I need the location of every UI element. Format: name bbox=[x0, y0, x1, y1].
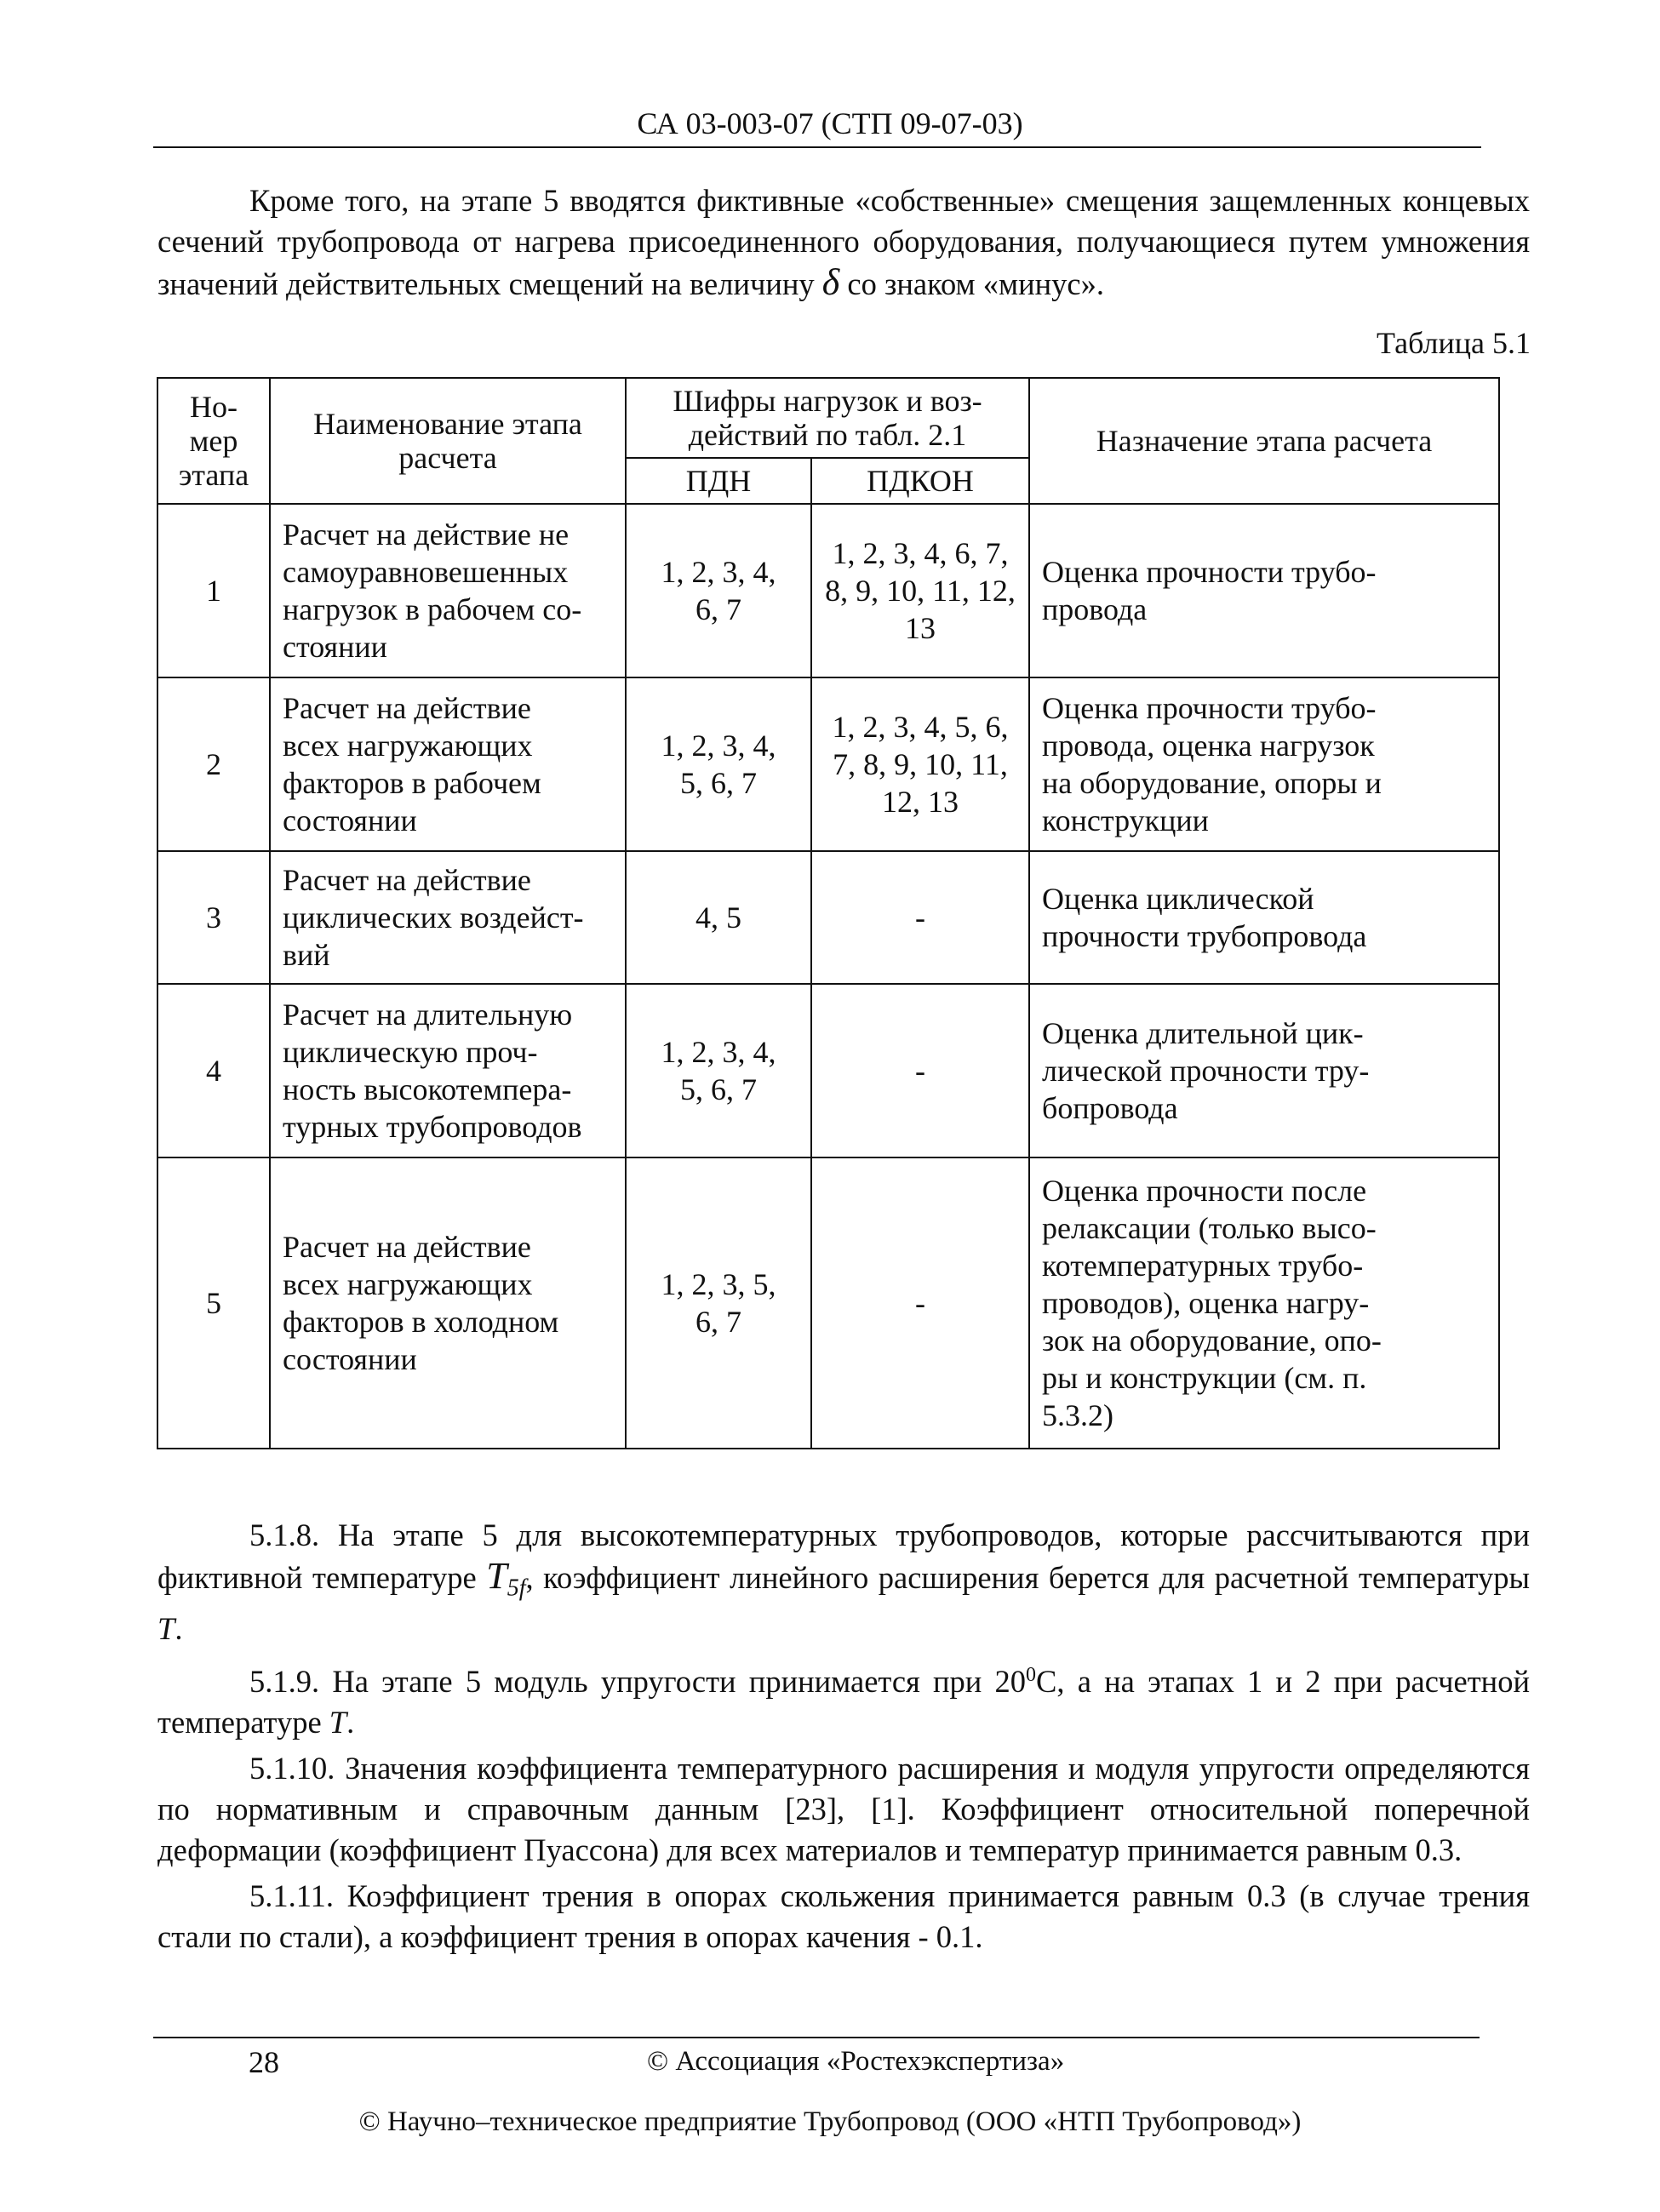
row-purpose-line: ры и конструкции (см. п. bbox=[1042, 1361, 1367, 1395]
header-number-line: Но- bbox=[190, 390, 238, 424]
row-pdkon-line: 8, 9, 10, 11, 12, bbox=[825, 574, 1016, 608]
row-name bbox=[270, 851, 626, 984]
symbol-T: T bbox=[329, 1705, 347, 1740]
footer-association: © Ассоциация «Ростехэкспертиза» bbox=[647, 2046, 1065, 2077]
intro-paragraph bbox=[157, 180, 1530, 305]
p519-text-2: С, а на этапах 1 и 2 при расчетной температуре bbox=[157, 1664, 1530, 1740]
row-purpose-line: конструкции bbox=[1042, 803, 1209, 837]
table-row bbox=[157, 504, 1499, 677]
row-purpose-line: зок на оборудование, опо- bbox=[1042, 1323, 1382, 1357]
row-pdkon-line: 1, 2, 3, 4, 5, 6, bbox=[832, 710, 1009, 744]
intro-text-2: со знаком «минус». bbox=[839, 266, 1104, 301]
row-pdn-line: 4, 5 bbox=[695, 900, 741, 935]
row-name-line: состоянии bbox=[283, 1342, 417, 1376]
row-pdkon bbox=[811, 504, 1029, 677]
row-purpose bbox=[1029, 504, 1499, 677]
row-name-line: факторов в холодном bbox=[283, 1305, 559, 1339]
row-name bbox=[270, 1157, 626, 1449]
row-pdkon-line: - bbox=[915, 1054, 925, 1088]
row-name-line: Расчет на действие bbox=[283, 691, 531, 725]
header-number-line: этапа bbox=[178, 458, 249, 492]
row-pdn-line: 1, 2, 3, 4, bbox=[661, 555, 776, 589]
intro-text-1: Кроме того, на этапе 5 вводятся фиктивные «собственные» смещения защемленных концевых сечений трубопровода от нагрева присоединенного оборудования, получающиеся путем умножения значений действительных смещений на величину bbox=[157, 183, 1530, 301]
p519-text-3: . bbox=[346, 1705, 355, 1740]
row-name-line: нагрузок в рабочем со- bbox=[283, 592, 582, 626]
row-purpose-line: провода bbox=[1042, 592, 1148, 626]
row-pdkon-line: - bbox=[915, 1286, 925, 1320]
header-number bbox=[157, 378, 270, 504]
row-number: 3 bbox=[157, 851, 270, 984]
row-number: 5 bbox=[157, 1157, 270, 1449]
row-name-line: стоянии bbox=[283, 630, 387, 664]
p518-text-3: . bbox=[175, 1611, 183, 1647]
row-name-line: всех нагружающих bbox=[283, 729, 533, 763]
symbol-T: T bbox=[157, 1611, 175, 1647]
row-pdn bbox=[626, 677, 811, 851]
page-number: 28 bbox=[249, 2045, 279, 2079]
row-pdn-line: 1, 2, 3, 4, bbox=[661, 729, 776, 763]
row-number: 2 bbox=[157, 677, 270, 851]
table-row bbox=[157, 677, 1499, 851]
row-pdn bbox=[626, 851, 811, 984]
row-purpose-line: на оборудование, опоры и bbox=[1042, 766, 1382, 800]
header-name: Наименование этапа расчета bbox=[270, 378, 626, 504]
row-pdkon-line: 1, 2, 3, 4, 6, 7, bbox=[832, 536, 1009, 570]
table-row bbox=[157, 851, 1499, 984]
row-pdn bbox=[626, 504, 811, 677]
row-pdn-line: 1, 2, 3, 5, bbox=[661, 1267, 776, 1301]
symbol-T-subscript: 5f bbox=[507, 1575, 526, 1602]
footer-rule bbox=[153, 2037, 1480, 2038]
row-pdn-line: 6, 7 bbox=[695, 592, 741, 626]
paragraph-5-1-11: 5.1.11. Коэффициент трения в опорах скольжения принимается равным 0.3 (в случае трения стали по стали), а коэффициент трения в опорах качения - 0.1. bbox=[157, 1878, 1530, 1955]
row-purpose bbox=[1029, 677, 1499, 851]
row-purpose-line: прочности трубопровода bbox=[1042, 919, 1367, 953]
paragraph-5-1-9 bbox=[157, 1655, 1530, 1743]
table-row bbox=[157, 984, 1499, 1157]
header-pdn: ПДН bbox=[626, 458, 811, 504]
table-caption: Таблица 5.1 bbox=[1377, 326, 1531, 360]
row-pdkon bbox=[811, 851, 1029, 984]
row-pdkon bbox=[811, 984, 1029, 1157]
row-number: 1 bbox=[157, 504, 270, 677]
row-purpose-line: котемпературных трубо- bbox=[1042, 1249, 1364, 1283]
row-pdn-line: 6, 7 bbox=[695, 1305, 741, 1339]
header-pdkon: ПДКОН bbox=[811, 458, 1029, 504]
row-purpose-line: Оценка прочности после bbox=[1042, 1174, 1367, 1208]
row-pdkon-line: 7, 8, 9, 10, 11, bbox=[833, 747, 1008, 781]
header-rule bbox=[153, 146, 1481, 148]
row-purpose-line: лической прочности тру- bbox=[1042, 1054, 1370, 1088]
row-name-line: Расчет на действие не bbox=[283, 517, 570, 552]
row-name-line: вий bbox=[283, 938, 330, 972]
row-purpose-line: бопровода bbox=[1042, 1091, 1178, 1125]
row-purpose-line: Оценка прочности трубо- bbox=[1042, 691, 1377, 725]
row-pdkon bbox=[811, 1157, 1029, 1449]
row-pdn bbox=[626, 1157, 811, 1449]
row-pdkon-line: 12, 13 bbox=[882, 785, 959, 819]
row-name-line: Расчет на действие bbox=[283, 863, 531, 897]
row-purpose-line: 5.3.2) bbox=[1042, 1398, 1113, 1432]
header-number-line: мер bbox=[189, 424, 238, 458]
paragraph-5-1-8 bbox=[157, 1515, 1530, 1649]
row-name bbox=[270, 677, 626, 851]
row-name bbox=[270, 984, 626, 1157]
p518-text-2: , коэффициент линейного расширения берется для расчетной температуры bbox=[525, 1560, 1530, 1595]
row-purpose bbox=[1029, 851, 1499, 984]
row-name-line: состоянии bbox=[283, 803, 417, 837]
row-name-line: Расчет на длительную bbox=[283, 997, 573, 1032]
p519-text-1: 5.1.9. На этапе 5 модуль упругости принимается при 20 bbox=[249, 1664, 1027, 1700]
row-purpose-line: провода, оценка нагрузок bbox=[1042, 729, 1375, 763]
row-name-line: всех нагружающих bbox=[283, 1267, 533, 1301]
stages-table bbox=[157, 377, 1500, 1449]
header-purpose: Назначение этапа расчета bbox=[1029, 378, 1499, 504]
row-pdkon bbox=[811, 677, 1029, 851]
delta-symbol: δ bbox=[821, 261, 840, 303]
row-purpose-line: Оценка прочности трубо- bbox=[1042, 555, 1377, 589]
row-name-line: циклическую проч- bbox=[283, 1035, 538, 1069]
footer-company: © Научно–техническое предприятие Трубопровод (ООО «НТП Трубопровод») bbox=[358, 2106, 1302, 2137]
row-purpose bbox=[1029, 1157, 1499, 1449]
document-code: СА 03-003-07 (СТП 09-07-03) bbox=[637, 106, 1023, 140]
body-text bbox=[157, 1515, 1530, 1963]
row-name-line: циклических воздейст- bbox=[283, 900, 584, 935]
paragraph-5-1-10: 5.1.10. Значения коэффициента температурного расширения и модуля упругости определяются по нормативным и справочным данным [23], [1]. Коэффициент относительной поперечной деформации (коэффициент Пуассона) для всех материалов и температур принимается равным 0.3. bbox=[157, 1751, 1530, 1868]
degree-superscript: 0 bbox=[1026, 1664, 1037, 1687]
row-purpose-line: Оценка циклической bbox=[1042, 882, 1314, 916]
row-name-line: самоуравновешенных bbox=[283, 555, 569, 589]
row-name-line: Расчет на действие bbox=[283, 1230, 531, 1264]
row-purpose-line: проводов), оценка нагру- bbox=[1042, 1286, 1370, 1320]
row-pdn-line: 1, 2, 3, 4, bbox=[661, 1035, 776, 1069]
row-name-line: турных трубопроводов bbox=[283, 1110, 582, 1144]
row-name bbox=[270, 504, 626, 677]
header-codes-group: Шифры нагрузок и воз-действий по табл. 2.1 bbox=[626, 378, 1029, 458]
row-pdn-line: 5, 6, 7 bbox=[680, 1072, 757, 1106]
symbol-T: T bbox=[486, 1555, 507, 1597]
row-name-line: ность высокотемпера- bbox=[283, 1072, 572, 1106]
p518-text-1: 5.1.8. На этапе 5 для высокотемпературных трубопроводов, которые рассчитываются при фиктивной температуре bbox=[157, 1518, 1530, 1595]
row-number: 4 bbox=[157, 984, 270, 1157]
table-row bbox=[157, 1157, 1499, 1449]
row-pdn bbox=[626, 984, 811, 1157]
row-pdkon-line: - bbox=[915, 900, 925, 935]
row-purpose-line: релаксации (только высо- bbox=[1042, 1211, 1377, 1245]
row-pdn-line: 5, 6, 7 bbox=[680, 766, 757, 800]
row-purpose bbox=[1029, 984, 1499, 1157]
row-name-line: факторов в рабочем bbox=[283, 766, 541, 800]
row-purpose-line: Оценка длительной цик- bbox=[1042, 1016, 1364, 1050]
row-pdkon-line: 13 bbox=[905, 611, 936, 645]
